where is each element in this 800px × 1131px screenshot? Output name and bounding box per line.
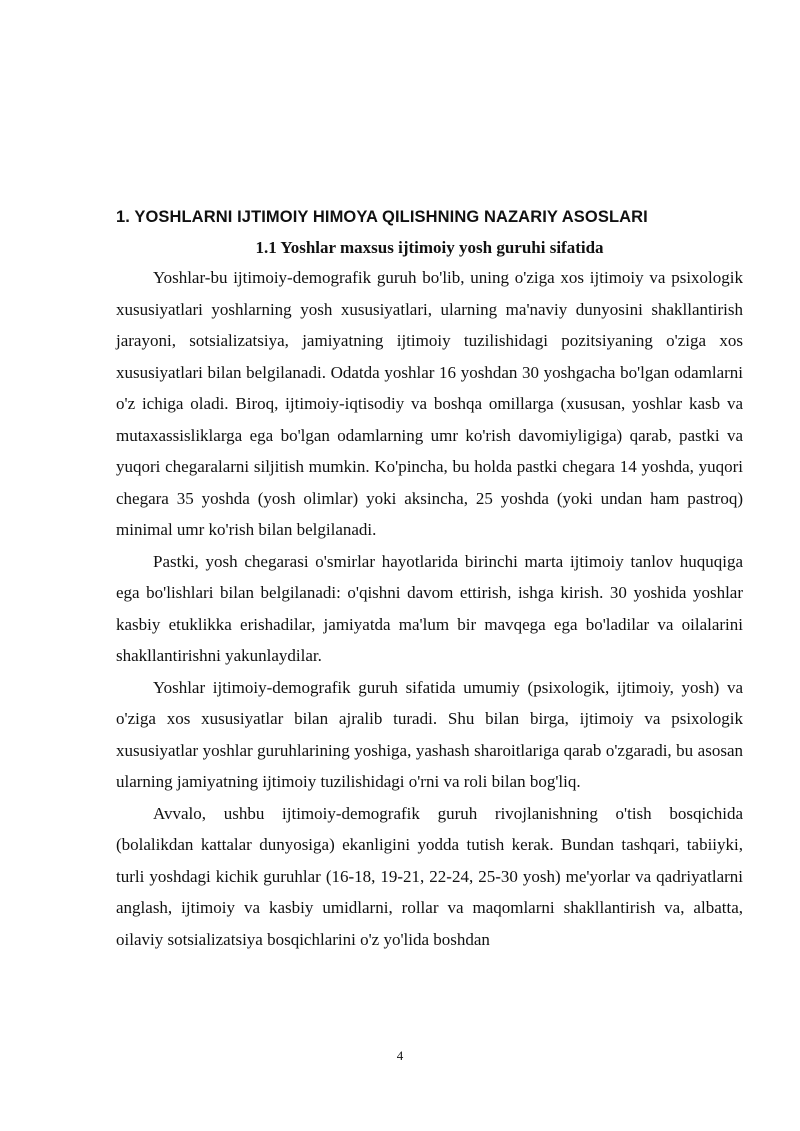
paragraph-3: Yoshlar ijtimoiy-demografik guruh sifatida umumiy (psixologik, ijtimoiy, yosh) va o'ziga xos xususiyatlar bilan ajralib turadi. Shu bilan birga, ijtimoiy va psixologik xususiyatlar yoshlar guruhlarining yoshiga, yashash sharoitlariga qarab o'zgaradi, bu asosan ularning jamiyatning ijtimoiy tuzilishidagi o'rni va roli bilan bog'liq. <box>116 677 743 791</box>
page-number: 4 <box>396 1048 404 1063</box>
page-content <box>116 204 743 955</box>
paragraph-2: Pastki, yosh chegarasi o'smirlar hayotlarida birinchi marta ijtimoiy tanlov huquqiga ega bo'lishlari bilan belgilanadi: o'qishni davom ettirish, ishga kirish. 30 yoshida yoshlar kasbiy etuklikka erishadilar, jamiyatda ma'lum bir mavqega ega bo'ladilar va oilalarini shakllantirishni yakunlaydilar. <box>116 551 743 665</box>
chapter-title: 1. YOSHLARNI IJTIMOIY HIMOYA QILISHNING NAZARIY ASOSLARI <box>116 208 648 226</box>
section-title: 1.1 Yoshlar maxsus ijtimoiy yosh guruhi sifatida <box>255 238 604 257</box>
paragraph-4: Avvalo, ushbu ijtimoiy-demografik guruh rivojlanishning o'tish bosqichida (bolalikdan kattalar dunyosiga) ekanligini yodda tutish kerak. Bundan tashqari, tabiiyki, turli yoshdagi kichik guruhlar (16-18, 19-21, 22-24, 25-30 yosh) me'yorlar va qadriyatlarni anglash, ijtimoiy va kasbiy umidlarni, rollar va maqomlarni shakllantirish va, albatta, oilaviy sotsializatsiya bosqichlarini o'z yo'lida boshdan <box>116 803 743 949</box>
paragraph-1: Yoshlar-bu ijtimoiy-demografik guruh bo'lib, uning o'ziga xos ijtimoiy va psixologik xususiyatlari yoshlarning yosh xususiyatlari, ularning ma'naviy dunyosini shakllantirish jarayoni, sotsializatsiya, jamiyatning ijtimoiy tuzilishidagi pozitsiyaning o'ziga xos xususiyatlari bilan belgilanadi. Odatda yoshlar 16 yoshdan 30 yoshgacha bo'lgan odamlarni o'z ichiga oladi. Biroq, ijtimoiy-iqtisodiy va boshqa omillarga (xususan, yoshlar kasb va mutaxassisliklarga ega bo'lgan odamlarning umr ko'rish davomiyligiga) qarab, pastki va yuqori chegaralarni siljitish mumkin. Ko'pincha, bu holda pastki chegara 14 yoshda, yuqori chegara 35 yoshda (yosh olimlar) yoki aksincha, 25 yoshda (yoki undan ham pastroq) minimal umr ko'rish bilan belgilanadi. <box>116 268 743 539</box>
